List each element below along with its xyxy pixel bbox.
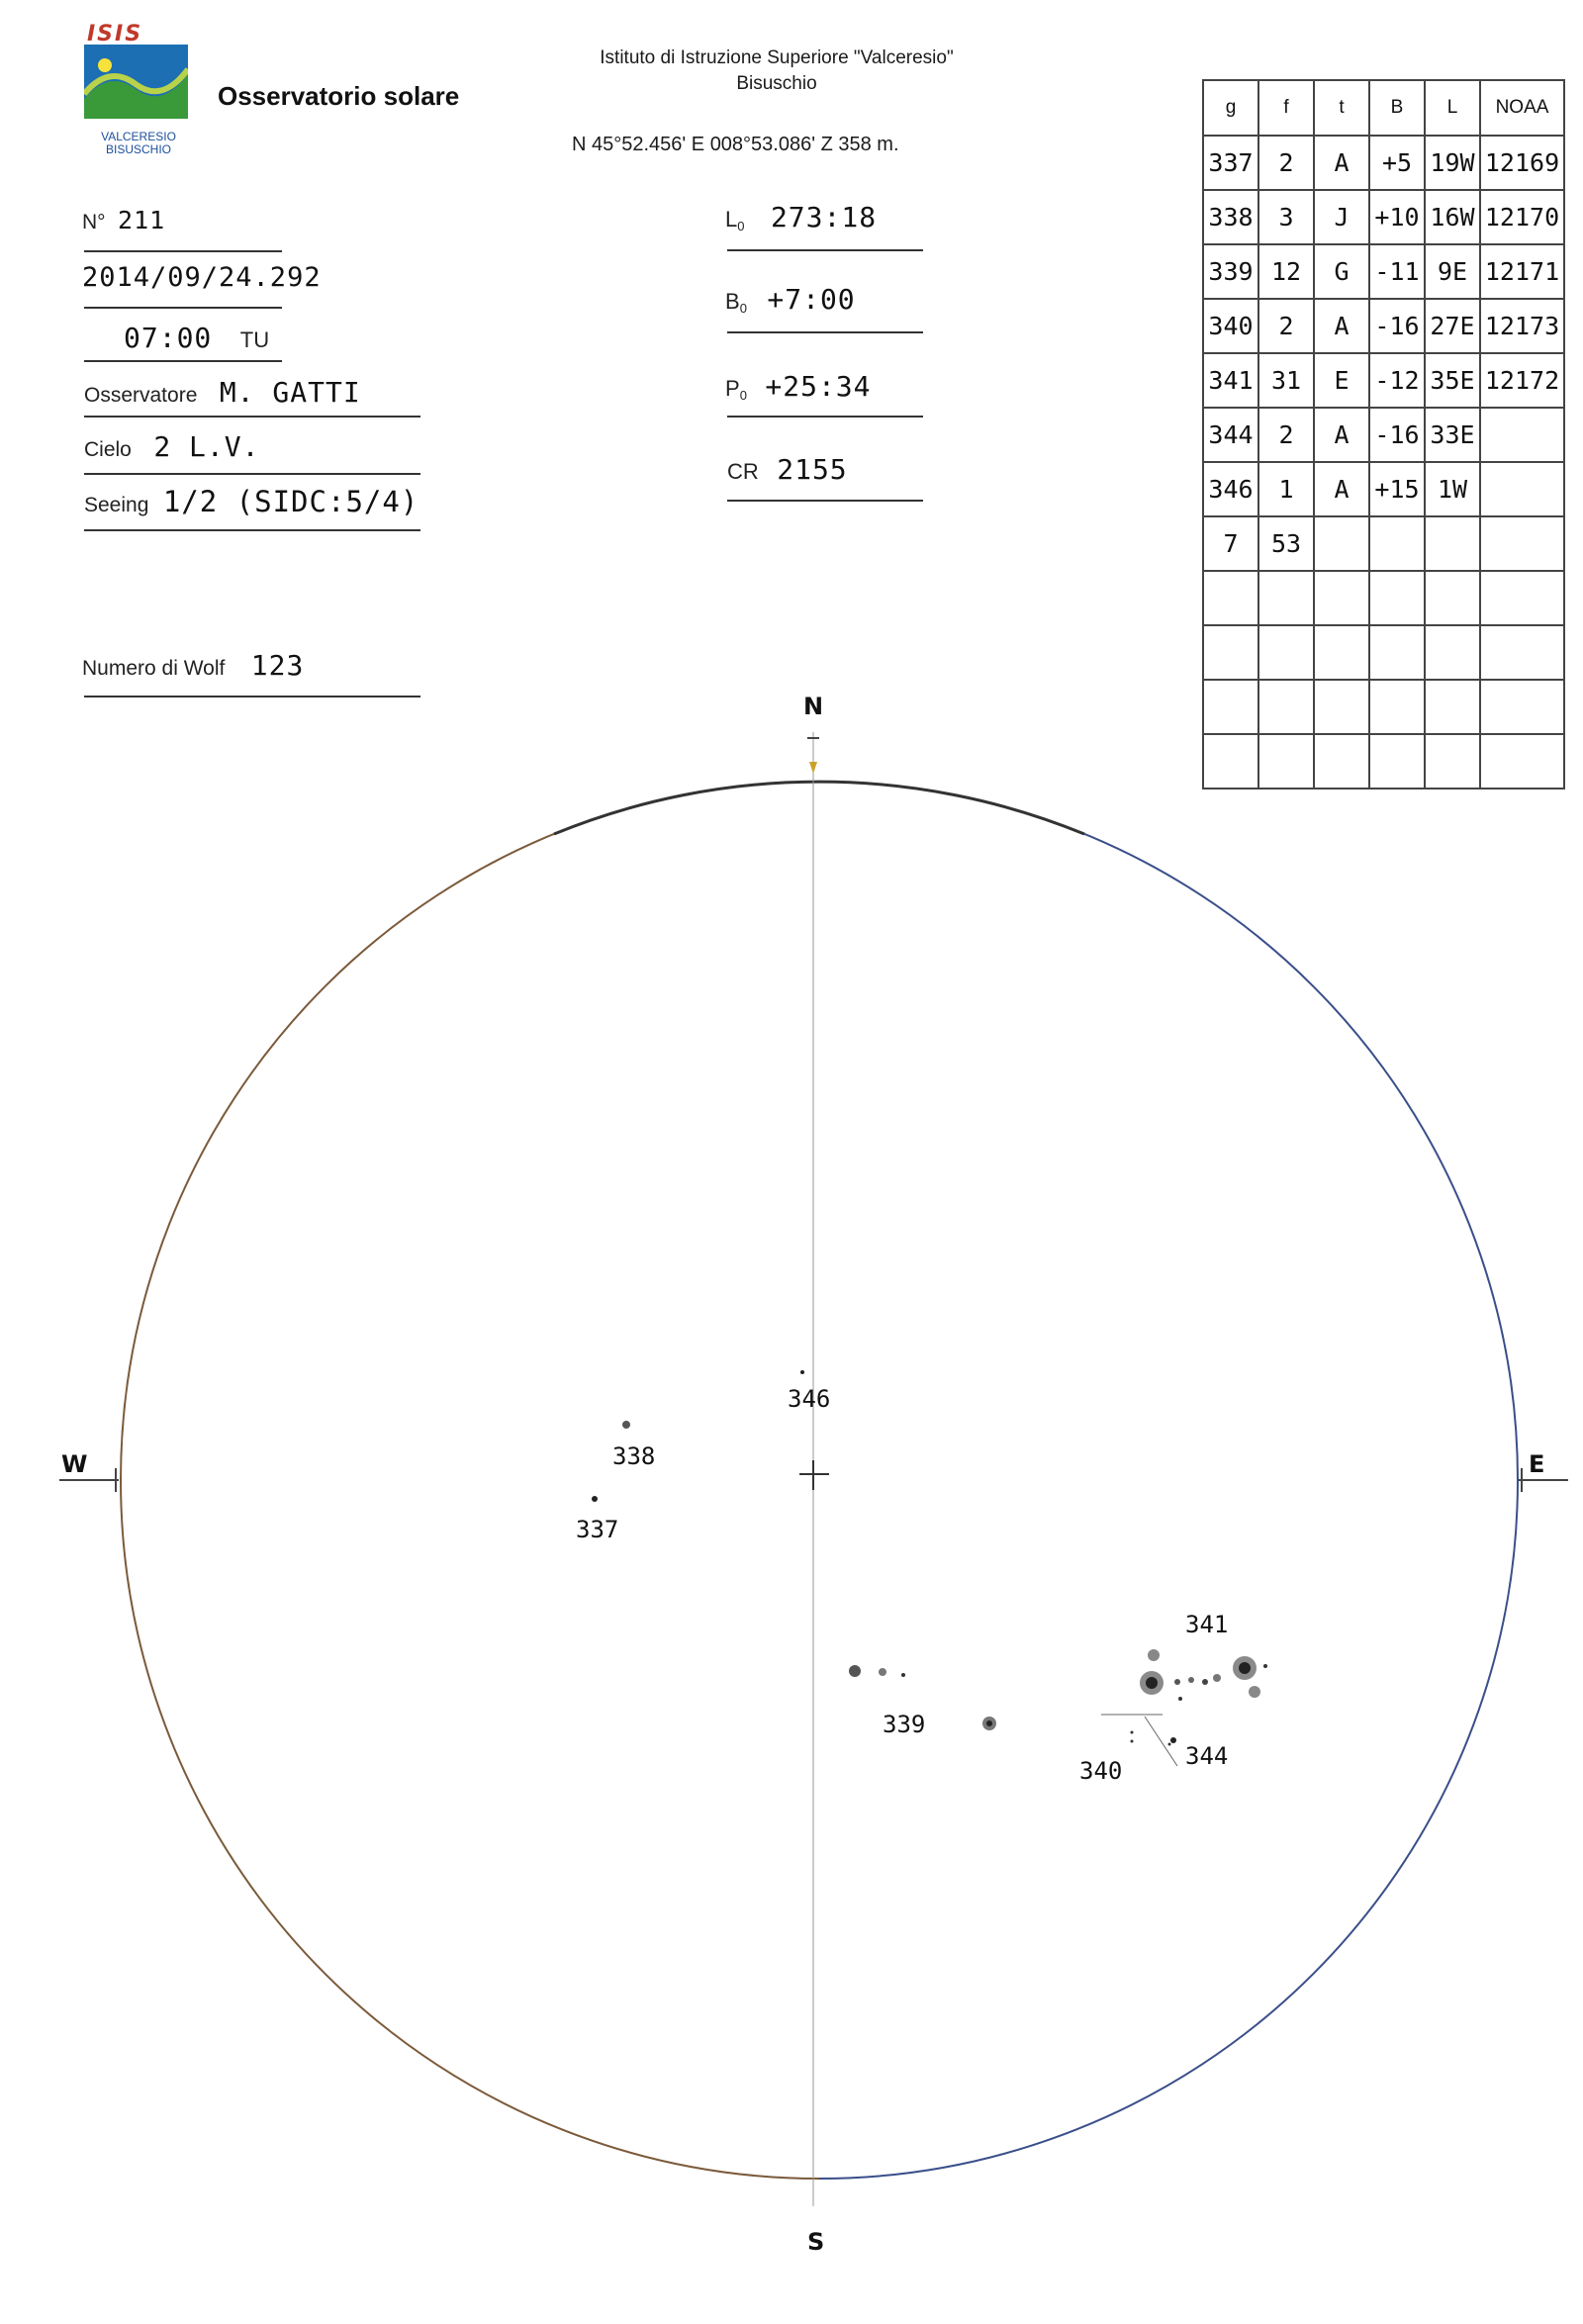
seeing-label: Seeing [84, 494, 149, 516]
sunspot-341-d [1202, 1679, 1208, 1685]
west-label: W [61, 1450, 88, 1478]
observatory-title: Osservatorio solare [218, 81, 460, 111]
cell-f: 12 [1258, 244, 1314, 299]
north-label: N [803, 693, 824, 720]
institute-line1: Istituto di Istruzione Superiore "Valceresio" [600, 47, 954, 68]
cell-b: -16 [1369, 299, 1425, 353]
disk-limb-sw [121, 1480, 819, 2179]
cell-g: 7 [1203, 516, 1258, 571]
observation-date: 2014/09/24.292 [82, 262, 322, 293]
cell-g: 339 [1203, 244, 1258, 299]
observation-time-value: 07:00 [124, 322, 213, 354]
cell-f: 2 [1258, 299, 1314, 353]
disk-limb-ne [819, 782, 1518, 1480]
observer-label: Osservatore [84, 384, 198, 407]
cell-b: +10 [1369, 190, 1425, 244]
sunspot-341-b [1174, 1679, 1180, 1685]
cell-l: 35E [1425, 353, 1480, 408]
cell-b: -16 [1369, 408, 1425, 462]
sunspot-340-a [1131, 1731, 1134, 1734]
cell-noaa: 12171 [1480, 244, 1564, 299]
cell-f: 53 [1258, 516, 1314, 571]
cell-g: 344 [1203, 408, 1258, 462]
p0-value: +25:34 [765, 370, 872, 403]
logo-title: ISIS [87, 22, 143, 46]
observer-value: M. GATTI [219, 376, 361, 409]
south-label: S [807, 2228, 825, 2256]
sky-value: 2 L.V. [153, 430, 260, 463]
l0-value: 273:18 [770, 201, 878, 233]
col-header-noaa: NOAA [1480, 80, 1564, 136]
group-label-341: 341 [1185, 1611, 1229, 1638]
cell-b: +15 [1369, 462, 1425, 516]
logo-subtitle-line2: BISUSCHIO [105, 142, 171, 156]
col-header-b: B [1369, 80, 1425, 136]
time-zone-label: TU [239, 327, 270, 352]
sunspot-338 [622, 1421, 630, 1429]
sunspot-341-g [1249, 1686, 1260, 1698]
cell-g: 341 [1203, 353, 1258, 408]
col-header-l: L [1425, 80, 1480, 136]
cell-f: 31 [1258, 353, 1314, 408]
sunspot-339-a [849, 1665, 861, 1677]
b0-value: +7:00 [767, 283, 856, 316]
group-label-344: 344 [1185, 1742, 1229, 1770]
sunspot-339-c [901, 1673, 905, 1677]
cr-value: 2155 [777, 453, 848, 486]
cell-t: A [1314, 408, 1369, 462]
cell-l: 1W [1425, 462, 1480, 516]
cell-g: 346 [1203, 462, 1258, 516]
sky-label: Cielo [84, 438, 132, 461]
cell-f: 1 [1258, 462, 1314, 516]
cell-l: 16W [1425, 190, 1480, 244]
east-label: E [1529, 1450, 1545, 1478]
cell-noaa: 12169 [1480, 136, 1564, 190]
station-coordinates: N 45°52.456' E 008°53.086' Z 358 m. [572, 134, 899, 155]
sunspot-341-e [1213, 1674, 1221, 1682]
group-label-346: 346 [788, 1385, 831, 1413]
cell-t: A [1314, 136, 1369, 190]
sunspot-339-umbra [986, 1720, 992, 1726]
cell-t: A [1314, 462, 1369, 516]
cell-t: E [1314, 353, 1369, 408]
north-pointer-marker [809, 762, 817, 774]
cell-l: 33E [1425, 408, 1480, 462]
cr-label: CR [727, 459, 759, 484]
disk-limb-north-highlight [554, 782, 1084, 834]
cell-g: 340 [1203, 299, 1258, 353]
cell-f: 3 [1258, 190, 1314, 244]
sunspot-346 [800, 1370, 804, 1374]
b0-subscript: 0 [739, 301, 747, 317]
b0-label: B [725, 289, 740, 314]
report-number-value: 211 [118, 206, 166, 234]
sunspot-339-b [879, 1668, 886, 1676]
seeing-value: 1/2 (SIDC:5/4) [162, 485, 419, 518]
cell-noaa: 12172 [1480, 353, 1564, 408]
col-header-f: f [1258, 80, 1314, 136]
wolf-number-value: 123 [250, 649, 305, 682]
group-label-338: 338 [612, 1442, 656, 1470]
cell-b: -11 [1369, 244, 1425, 299]
sunspot-337 [592, 1496, 598, 1502]
cell-f: 2 [1258, 408, 1314, 462]
cell-t: A [1314, 299, 1369, 353]
cell-g: 337 [1203, 136, 1258, 190]
cell-l: 19W [1425, 136, 1480, 190]
disk-limb-nw [121, 782, 819, 1480]
sunspot-341-umbra [1146, 1677, 1158, 1689]
group-label-340: 340 [1079, 1757, 1123, 1785]
sunspot-341-h [1263, 1664, 1267, 1668]
cell-g: 338 [1203, 190, 1258, 244]
cell-b: +5 [1369, 136, 1425, 190]
disk-limb-se [819, 1480, 1518, 2179]
col-header-g: g [1203, 80, 1258, 136]
logo-subtitle-line1: VALCERESIO [101, 130, 176, 143]
sunspot-344-a [1170, 1737, 1176, 1743]
p0-label: P [725, 376, 740, 401]
sunspot-341-a [1148, 1649, 1160, 1661]
cell-t: J [1314, 190, 1369, 244]
cell-b: -12 [1369, 353, 1425, 408]
wolf-number-label: Numero di Wolf [82, 657, 226, 680]
cell-l: 9E [1425, 244, 1480, 299]
cell-l: 27E [1425, 299, 1480, 353]
sunspot-344-b [1168, 1743, 1171, 1746]
cell-noaa: 12173 [1480, 299, 1564, 353]
cell-f: 2 [1258, 136, 1314, 190]
sunspot-341-c [1188, 1677, 1194, 1683]
cell-t: G [1314, 244, 1369, 299]
sunspot-340-b [1131, 1740, 1134, 1743]
l0-subscript: 0 [737, 219, 745, 234]
group-label-339: 339 [883, 1711, 926, 1738]
cell-noaa: 12170 [1480, 190, 1564, 244]
l0-label: L [725, 207, 738, 232]
p0-subscript: 0 [739, 388, 747, 404]
report-number-label: N° [82, 211, 106, 233]
sunspot-341-f-umbra [1239, 1662, 1251, 1674]
col-header-t: t [1314, 80, 1369, 136]
sunspot-341-i [1178, 1697, 1182, 1701]
institute-line2: Bisuschio [736, 73, 817, 94]
group-label-337: 337 [576, 1516, 619, 1543]
